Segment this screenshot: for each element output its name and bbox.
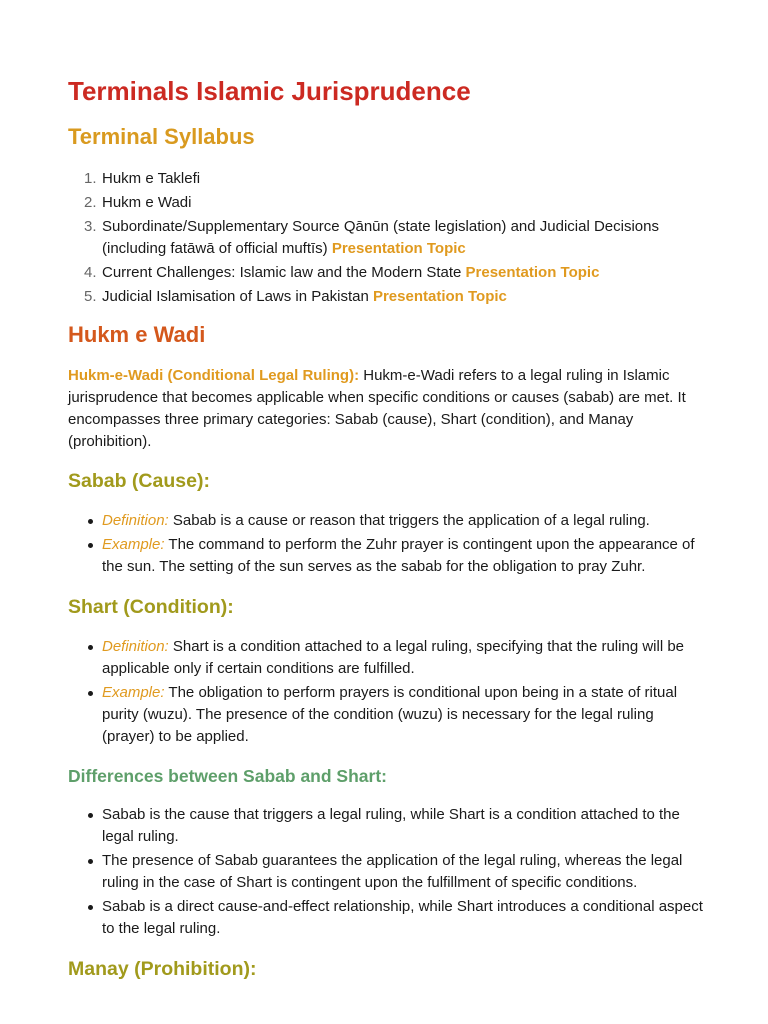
example-label: Example: [102, 684, 165, 701]
differences-list [68, 804, 708, 942]
list-item [102, 682, 708, 748]
differences-heading: Differences between Sabab and Shart: [68, 766, 387, 786]
shart-heading: Shart (Condition): [68, 596, 234, 618]
hukm-wadi-heading: Hukm e Wadi [68, 322, 206, 347]
syllabus-item [84, 192, 708, 214]
list-item-text: Sabab is a cause or reason that triggers the application of a legal ruling. [168, 512, 650, 529]
syllabus-heading: Terminal Syllabus [68, 124, 255, 149]
list-item [102, 636, 708, 680]
definition-label: Definition: [102, 512, 169, 529]
intro-label: Hukm-e-Wadi (Conditional Legal Ruling): [68, 367, 360, 384]
presentation-topic-tag: Presentation Topic [465, 264, 600, 281]
syllabus-item [84, 168, 708, 190]
syllabus-item [84, 262, 708, 284]
list-number: 4. [84, 264, 97, 281]
document-title: Terminals Islamic Jurisprudence [68, 76, 471, 106]
definition-label: Definition: [102, 638, 169, 655]
syllabus-list [68, 168, 708, 310]
syllabus-item-text: Judicial Islamisation of Laws in Pakistan [102, 288, 373, 305]
syllabus-item-text: Current Challenges: Islamic law and the Modern State [102, 264, 466, 281]
example-label: Example: [102, 536, 165, 553]
list-item-text: Shart is a condition attached to a legal ruling, specifying that the ruling will be applicable only if certain conditions are fulfilled. [102, 638, 685, 677]
list-number: 1. [84, 170, 97, 187]
list-number: 2. [84, 194, 97, 211]
syllabus-item-text: Subordinate/Supplementary Source Qānūn (state legislation) and Judicial Decisions (including fatāwā of official muftīs) [102, 218, 659, 257]
syllabus-item [84, 216, 708, 260]
syllabus-item-text: Hukm e Taklefi [102, 170, 201, 187]
list-item [102, 534, 708, 578]
presentation-topic-tag: Presentation Topic [331, 240, 466, 257]
list-number: 3. [84, 218, 97, 235]
list-item-text: The obligation to perform prayers is conditional upon being in a state of ritual purity (wuzu). The presence of the condition (wuzu) is necessary for the legal ruling (prayer) to be applied. [102, 684, 678, 745]
hukm-wadi-intro [68, 365, 708, 453]
presentation-topic-tag: Presentation Topic [372, 288, 507, 305]
sabab-heading: Sabab (Cause): [68, 470, 210, 492]
list-item-text: The command to perform the Zuhr prayer is contingent upon the appearance of the sun. The setting of the sun serves as the sabab for the obligation to pray Zuhr. [102, 536, 695, 575]
list-item: Sabab is the cause that triggers a legal ruling, while Shart is a condition attached to the legal ruling. [102, 804, 708, 848]
shart-list [68, 636, 708, 750]
list-item [102, 510, 708, 532]
sabab-list [68, 510, 708, 580]
syllabus-item [84, 286, 708, 308]
list-number: 5. [84, 288, 97, 305]
manay-heading: Manay (Prohibition): [68, 958, 257, 980]
intro-text: Hukm-e-Wadi refers to a legal ruling in Islamic jurisprudence that becomes applicable when specific conditions or causes (sabab) are met. It encompasses three primary categories: Sabab (cause), Shart (condition), and Manay (prohibition). [68, 367, 686, 450]
syllabus-item-text: Hukm e Wadi [102, 194, 192, 211]
list-item: Sabab is a direct cause-and-effect relationship, while Shart introduces a conditional aspect to the legal ruling. [102, 896, 708, 940]
list-item: The presence of Sabab guarantees the application of the legal ruling, whereas the legal ruling in the case of Shart is contingent upon the fulfillment of specific conditions. [102, 850, 708, 894]
